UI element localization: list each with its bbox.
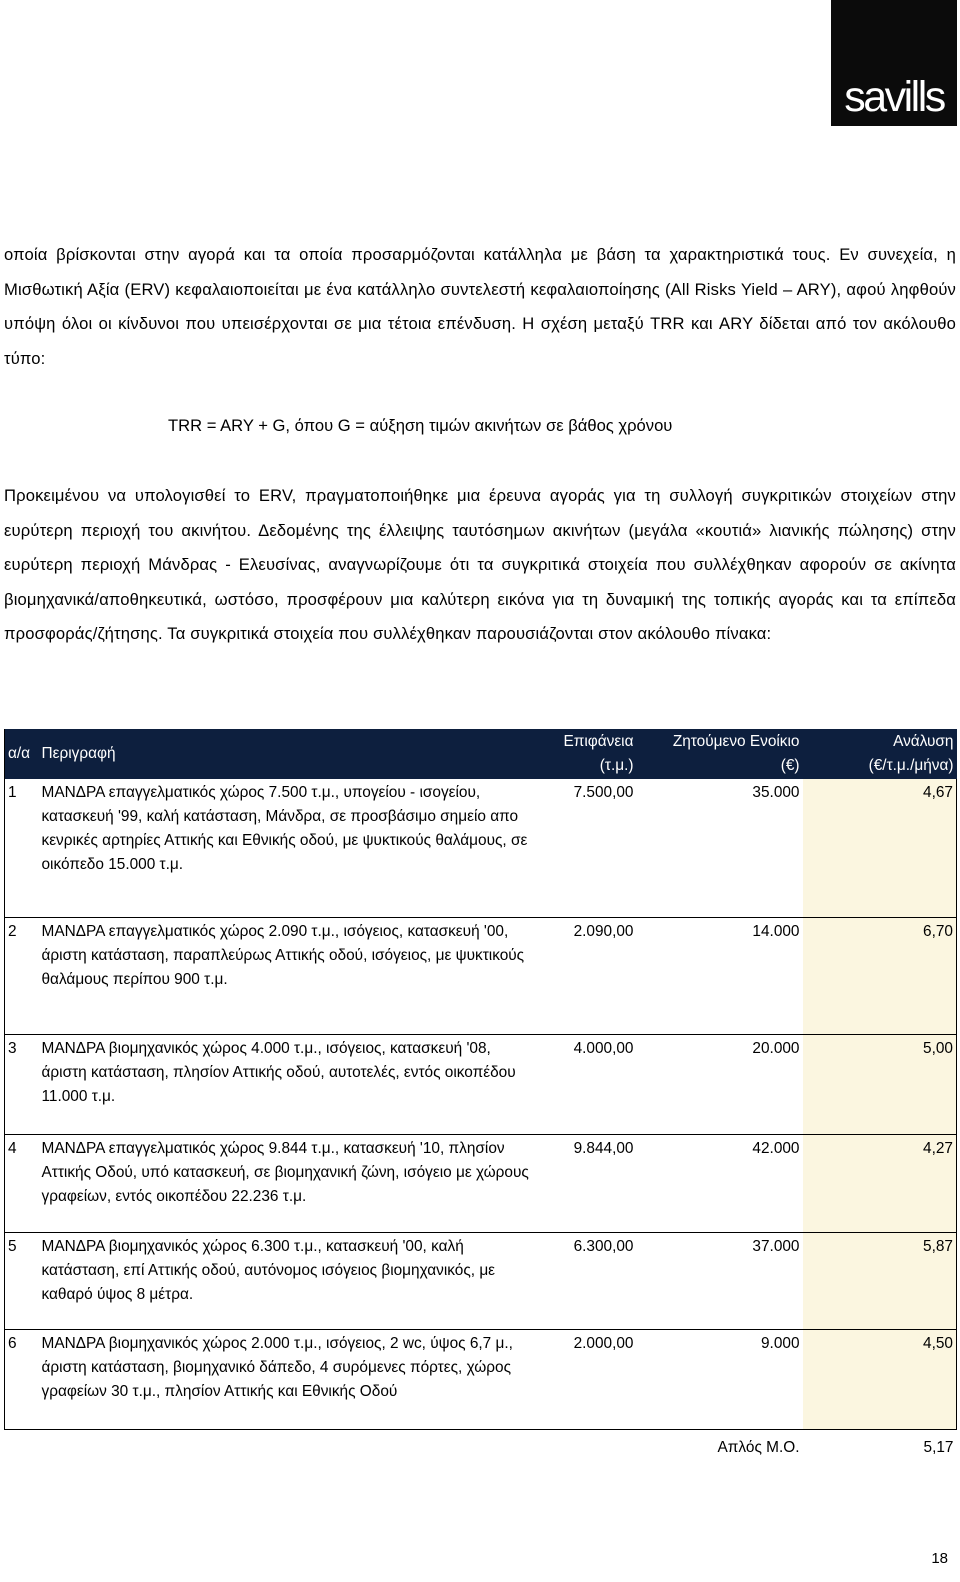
row-description: ΜΑΝΔΡΑ επαγγελματικός χώρος 2.090 τ.μ., ισόγειος, κατασκευή '00, άριστη κατάσταση, παραπλεύρως Αττικής οδού, ισόγειος, με ψυκτικούς θαλάμους περίπου 900 τ.μ. — [39, 917, 543, 1034]
row-analysis: 6,70 — [803, 917, 957, 1034]
row-rent: 9.000 — [637, 1329, 803, 1429]
row-rent: 20.000 — [637, 1034, 803, 1134]
average-row — [5, 1429, 957, 1462]
savills-logo — [831, 0, 957, 126]
table-row — [5, 779, 957, 917]
row-rent: 37.000 — [637, 1232, 803, 1329]
page-number: 18 — [931, 1550, 948, 1567]
row-analysis: 5,87 — [803, 1232, 957, 1329]
header-rent: Ζητούμενο Ενοίκιο (€) — [637, 729, 803, 779]
average-label: Απλός Μ.Ο. — [543, 1429, 803, 1462]
table-row — [5, 1232, 957, 1329]
row-area: 7.500,00 — [543, 779, 637, 917]
row-area: 2.090,00 — [543, 917, 637, 1034]
row-description: ΜΑΝΔΡΑ βιομηχανικός χώρος 6.300 τ.μ., κατασκευή '00, καλή κατάσταση, επί Αττικής οδού, αυτόνομος ισόγειος βιομηχανικός, με καθαρό ύψος 8 μέτρα. — [39, 1232, 543, 1329]
row-description: ΜΑΝΔΡΑ επαγγελματικός χώρος 7.500 τ.μ., υπογείου - ισογείου, κατασκευή '99, καλή κατάσταση, Μάνδρα, σε προσβάσιμο σημείο απο κενρικές αρτηρίες Αττικής και Εθνικής οδού, με ψυκτικούς θαλάμους, σε οικόπεδο 15.000 τ.μ. — [39, 779, 543, 917]
row-description: ΜΑΝΔΡΑ βιομηχανικός χώρος 2.000 τ.μ., ισόγειος, 2 wc, ύψος 6,7 μ., άριστη κατάσταση, βιομηχανικό δάπεδο, 4 συρόμενες πόρτες, χώρος γραφείων 30 τ.μ., πλησίον Αττικής και Εθνικής Οδού — [39, 1329, 543, 1429]
average-value: 5,17 — [803, 1429, 957, 1462]
row-area: 9.844,00 — [543, 1134, 637, 1232]
table-row — [5, 1134, 957, 1232]
row-analysis: 4,50 — [803, 1329, 957, 1429]
table-row — [5, 917, 957, 1034]
row-rent: 35.000 — [637, 779, 803, 917]
row-analysis: 4,67 — [803, 779, 957, 917]
row-no: 6 — [5, 1329, 39, 1429]
paragraph-market-research: Προκειμένου να υπολογισθεί το ERV, πραγματοποιήθηκε μια έρευνα αγοράς για τη συλλογή συγκριτικών στοιχείων στην ευρύτερη περιοχή του ακινήτου. Δεδομένης της έλλειψης ταυτόσημων ακινήτων (μεγάλα «κουτιά» λιανικής πώλησης) στην ευρύτερη περιοχή Μάνδρας - Ελευσίνας, αναγνωρίζουμε ότι τα συγκριτικά στοιχεία που συλλέχθηκαν αφορούν σε ακίνητα βιομηχανικά/αποθηκευτικά, ωστόσο, προσφέρουν μια καλύτερη εικόνα για τη δυναμική της τοπικής αγοράς και τα επίπεδα προσφοράς/ζήτησης. Τα συγκριτικά στοιχεία που συλλέχθηκαν παρουσιάζονται στον ακόλουθο πίνακα: — [4, 486, 956, 644]
comparables-table — [4, 729, 957, 1462]
row-no: 1 — [5, 779, 39, 917]
table-header-row — [5, 729, 957, 779]
row-area: 6.300,00 — [543, 1232, 637, 1329]
table-row — [5, 1034, 957, 1134]
header-description: Περιγραφή — [39, 729, 543, 779]
logo-text: savills — [844, 73, 944, 121]
header-area: Επιφάνεια (τ.μ.) — [543, 729, 637, 779]
row-no: 5 — [5, 1232, 39, 1329]
header-analysis: Ανάλυση (€/τ.μ./μήνα) — [803, 729, 957, 779]
paragraph-valuation-method: οποία βρίσκονται στην αγορά και τα οποία προσαρμόζονται κατάλληλα με βάση τα χαρακτηριστικά τους. Εν συνεχεία, η Μισθωτική Αξία (ERV) κεφαλαιοποιείται με ένα κατάλληλο συντελεστή κεφαλαιοποίησης (All Risks Yield – ARY), αφού ληφθούν υπόψη όλοι οι κίνδυνοι που υπεισέρχονται σε μια τέτοια επένδυση. Η σχέση μεταξύ TRR και ARY δίδεται από τον ακόλουθο τύπο: — [4, 245, 956, 368]
row-no: 4 — [5, 1134, 39, 1232]
row-description: ΜΑΝΔΡΑ επαγγελματικός χώρος 9.844 τ.μ., κατασκευή '10, πλησίον Αττικής Οδού, υπό κατασκευή, σε βιομηχανική ζώνη, ισόγειο με χώρους γραφείων, εντός οικοπέδου 22.236 τ.μ. — [39, 1134, 543, 1232]
row-area: 4.000,00 — [543, 1034, 637, 1134]
row-analysis: 5,00 — [803, 1034, 957, 1134]
header-no: α/α — [5, 729, 39, 779]
row-rent: 14.000 — [637, 917, 803, 1034]
table-row — [5, 1329, 957, 1429]
row-description: ΜΑΝΔΡΑ βιομηχανικός χώρος 4.000 τ.μ., ισόγειος, κατασκευή '08, άριστη κατάσταση, πλησίον Αττικής οδού, αυτοτελές, εντός οικοπέδου 11.000 τ.μ. — [39, 1034, 543, 1134]
row-analysis: 4,27 — [803, 1134, 957, 1232]
row-no: 3 — [5, 1034, 39, 1134]
formula-trr: TRR = ARY + G, όπου G = αύξηση τιμών ακινήτων σε βάθος χρόνου — [168, 416, 673, 435]
row-no: 2 — [5, 917, 39, 1034]
row-rent: 42.000 — [637, 1134, 803, 1232]
row-area: 2.000,00 — [543, 1329, 637, 1429]
